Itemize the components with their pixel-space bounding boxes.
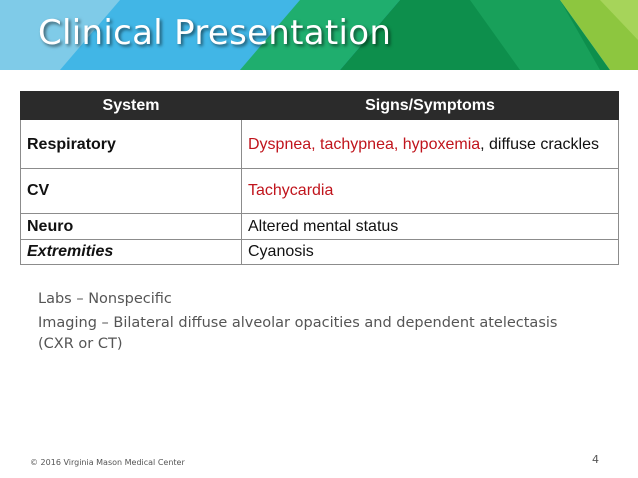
slide-title: Clinical Presentation <box>38 13 392 53</box>
symptoms-text: , diffuse crackles <box>480 135 600 153</box>
bullet-list <box>38 289 558 358</box>
column-header-signs-symptoms: Signs/Symptoms <box>242 92 619 120</box>
highlighted-symptoms: Dyspnea, tachypnea, hypoxemia <box>248 135 481 153</box>
page-number: 4 <box>592 453 599 466</box>
table-row <box>21 169 619 214</box>
system-cell: Extremities <box>21 240 242 265</box>
system-cell: Neuro <box>21 214 242 240</box>
table-row <box>21 214 619 240</box>
table-row <box>21 240 619 265</box>
symptoms-cell <box>242 214 619 240</box>
highlighted-symptoms: Tachycardia <box>248 182 334 199</box>
symptoms-text: Cyanosis <box>248 243 314 260</box>
copyright-footer: © 2016 Virginia Mason Medical Center <box>30 458 185 467</box>
header-banner <box>0 0 638 70</box>
table-header-row <box>21 92 619 120</box>
bullet-labs: Labs – Nonspecific <box>38 291 172 307</box>
bullet-imaging: Imaging – Bilateral diffuse alveolar opacities and dependent atelectasis (CXR or CT) <box>38 315 558 352</box>
table-row <box>21 120 619 169</box>
system-cell: Respiratory <box>21 120 242 169</box>
symptoms-text: Altered mental status <box>248 217 399 235</box>
symptoms-cell <box>242 240 619 265</box>
system-cell: CV <box>21 169 242 214</box>
symptoms-table <box>20 91 619 265</box>
symptoms-cell <box>242 169 619 214</box>
symptoms-cell <box>242 120 619 169</box>
column-header-system: System <box>21 92 242 120</box>
